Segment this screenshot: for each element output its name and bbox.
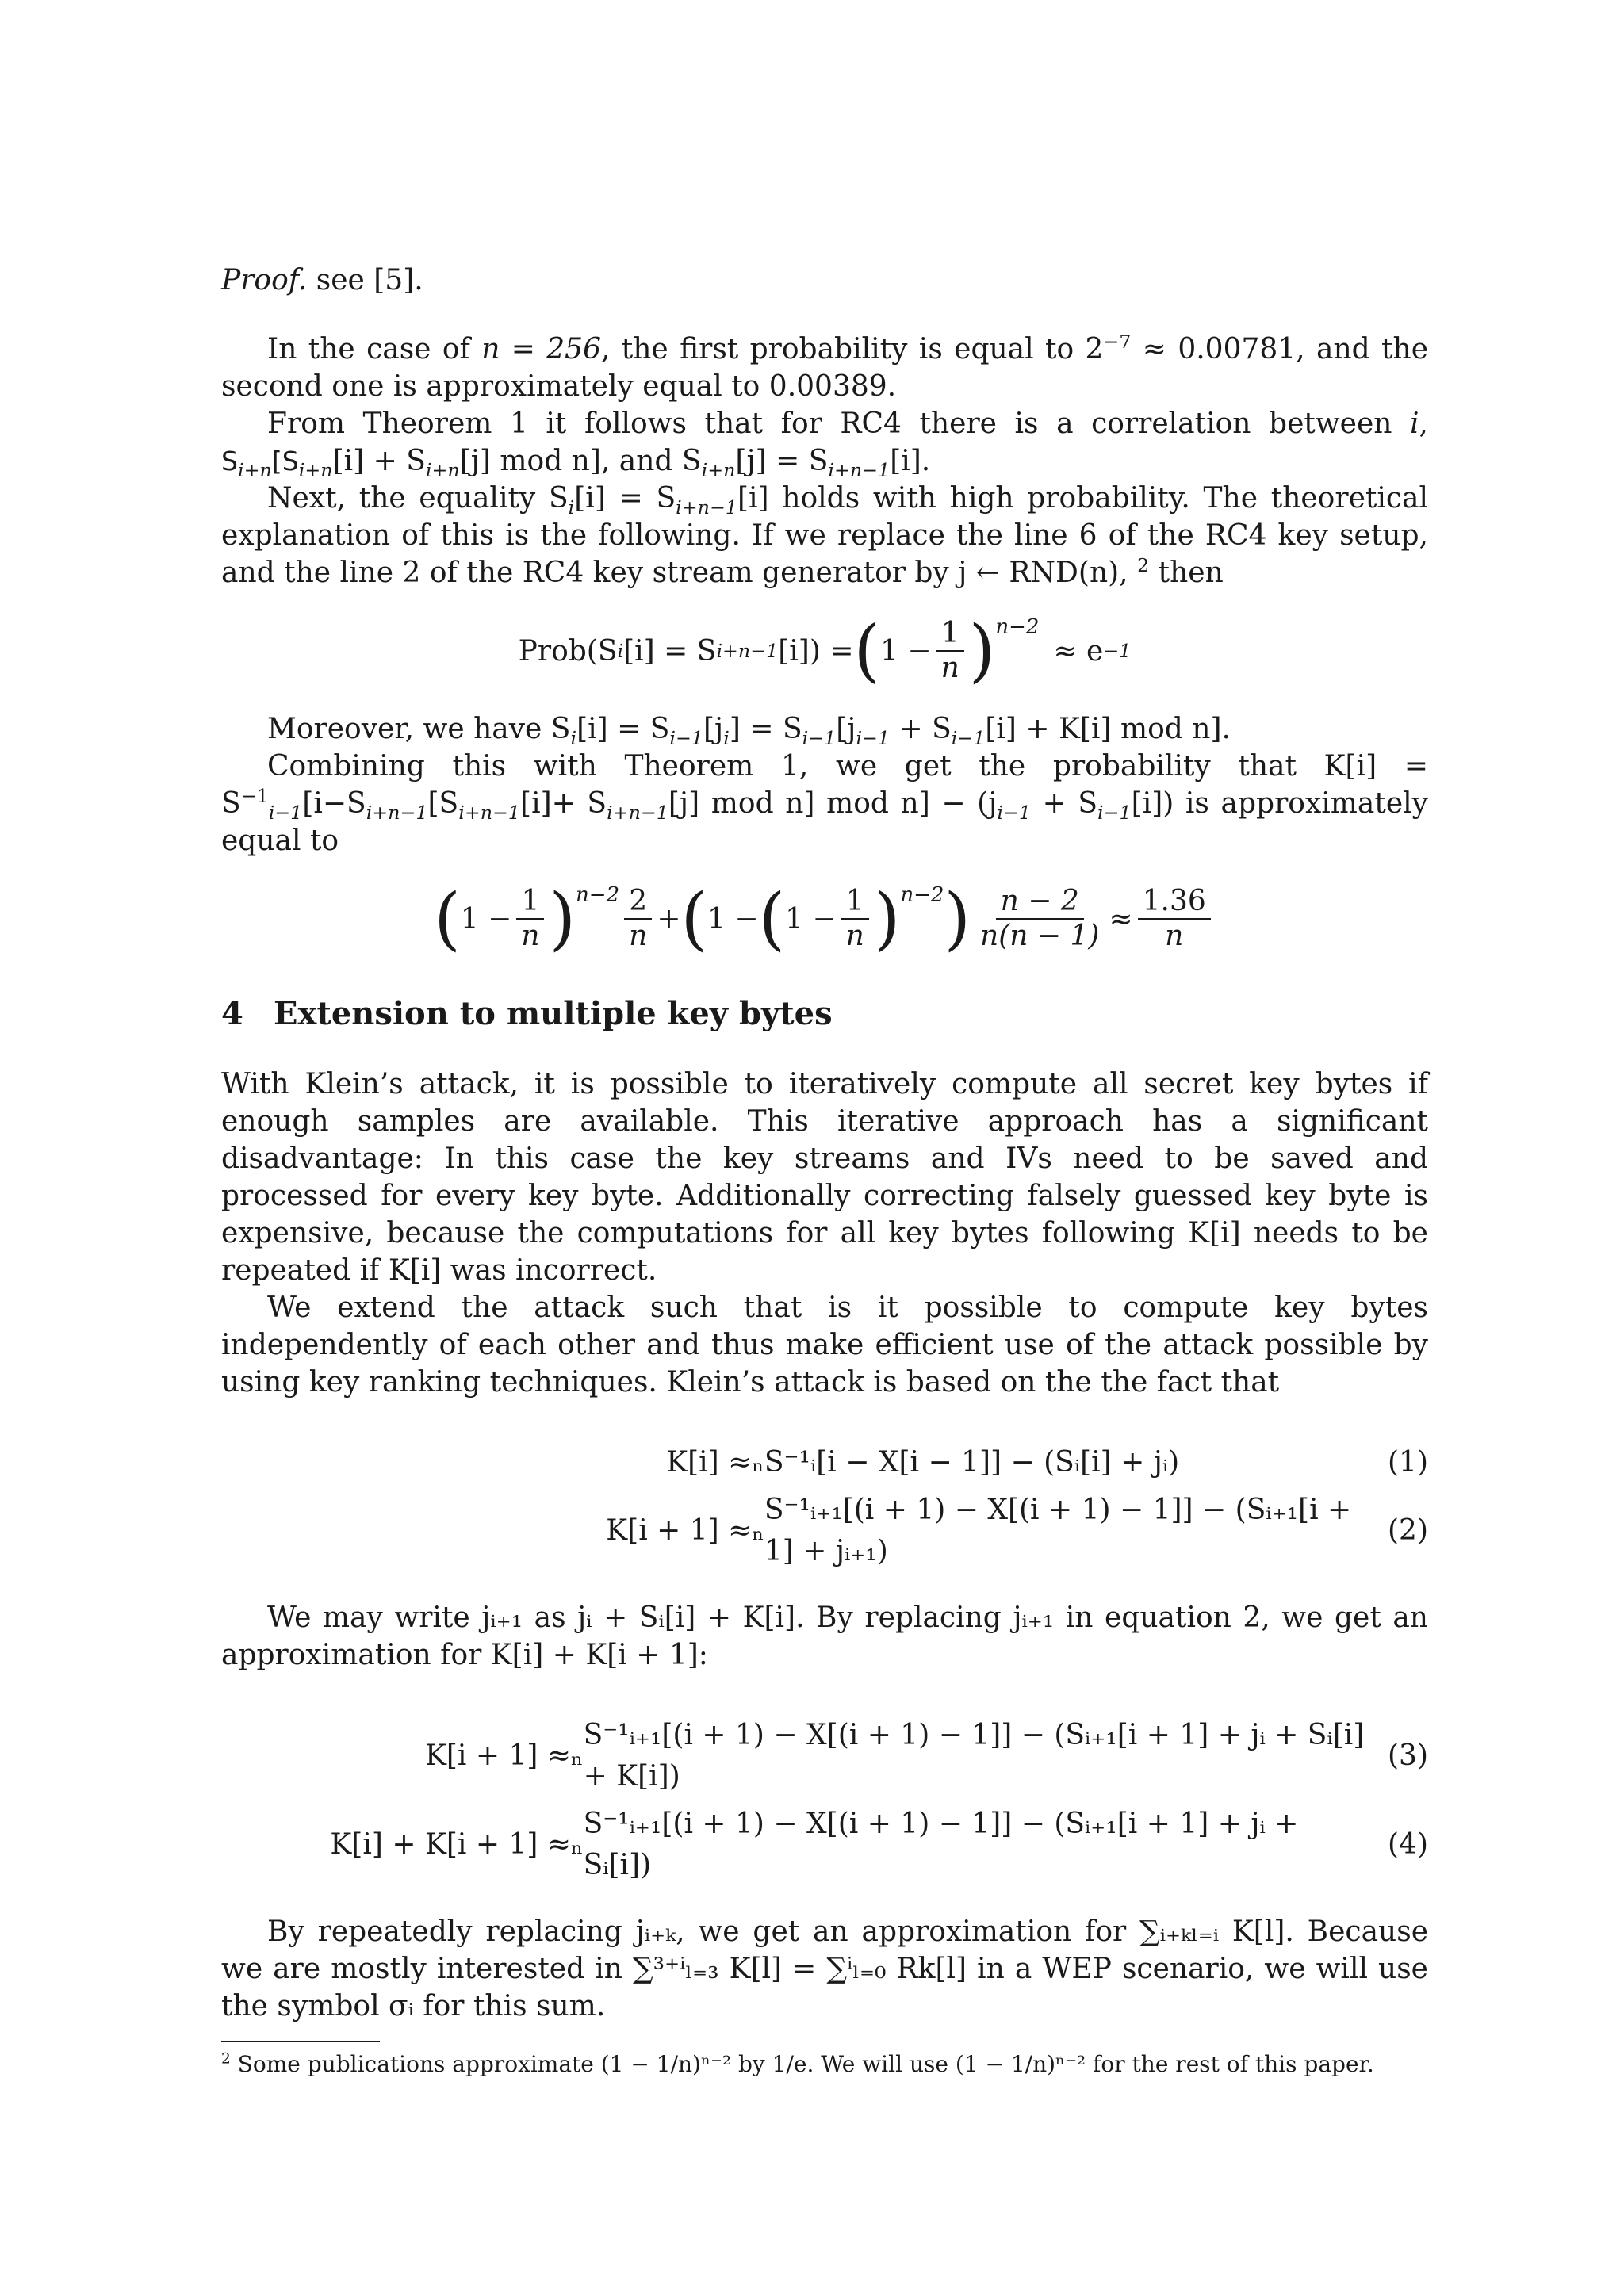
fraction (841, 885, 869, 953)
subscript: i−1 (802, 727, 837, 750)
subscript: i+n−1 (828, 459, 891, 482)
right-paren: ) (873, 879, 901, 959)
subscript: i−1 (997, 802, 1031, 825)
footnote-marker: 2 (1137, 554, 1150, 576)
math-run: [i−S (302, 787, 366, 820)
text-run: Combining this with Theorem 1, we get the probability that K[i] = S (221, 750, 1428, 820)
math-run: + S (1030, 787, 1098, 820)
paragraph-sum-sigma: By repeatedly replacing jᵢ₊ₖ, we get an approximation for ∑ᵢ₊ₖₗ₌ᵢ K[l]. Because we are mostly interested in ∑³⁺ⁱₗ₌₃ K[l] = ∑ⁱₗ₌₀ Rk[l] in a WEP scenario, we will use the symbol σᵢ for this sum. (221, 1915, 1428, 2022)
equation-lhs: K[i] ≈ₙ (666, 1446, 764, 1479)
left-paren: ( (853, 611, 881, 691)
text-run: [i]) is approximately equal to (221, 787, 1428, 857)
text-run: In the case of (267, 333, 482, 365)
denominator: n (629, 920, 648, 952)
exponent: n−2 (995, 614, 1040, 639)
footnote-text: Some publications approximate (1 − 1/n)ⁿ⁻² by 1/e. We will use (1 − 1/n)ⁿ⁻² for the rest of this paper. (237, 2051, 1374, 2077)
subscript: i+n (238, 459, 272, 482)
right-paren: ) (549, 879, 576, 959)
section-number: 4 (221, 995, 243, 1032)
math-run: [i]. (890, 445, 931, 477)
math-run: [i]) = (778, 634, 854, 668)
footnote-marker: 2 (221, 2050, 231, 2068)
denominator: n (1165, 920, 1184, 952)
math-run: ≈ e (1053, 634, 1104, 668)
denominator: n (845, 920, 864, 952)
paragraph-moreover (221, 710, 1428, 748)
subscript: i+n−1 (676, 496, 737, 519)
text-run: From Theorem 1 it follows that for RC4 there is a correlation between (267, 408, 1411, 440)
equation-rhs: S⁻¹ᵢ[i − X[i − 1]] − (Sᵢ[i] + jᵢ) (764, 1446, 1180, 1479)
paragraph-extend-attack: We extend the attack such that is it possible to compute key bytes independently of each other and thus make efficient use of the attack possible by using key ranking techniques. Klein’s attack is based on the the fact that (221, 1292, 1428, 1399)
footnote-rule (221, 2041, 380, 2042)
math-run: n = 256 (481, 333, 601, 365)
subscript: i (570, 727, 577, 750)
equation-number: (4) (1388, 1828, 1428, 1861)
numerator: 1 (516, 885, 544, 920)
equation-rhs: S⁻¹ᵢ₊₁[(i + 1) − X[(i + 1) − 1]] − (Sᵢ₊₁[i + 1] + jᵢ + Sᵢ[i] + K[i]) (583, 1719, 1365, 1793)
paragraph-probability (221, 331, 1428, 405)
math-run: [j] = S (735, 445, 829, 477)
right-paren: ) (944, 879, 971, 959)
text-run: , the first probability is equal to 2 (600, 333, 1104, 365)
subscript: i+n−1 (366, 802, 428, 825)
text-run: then (1149, 557, 1224, 589)
numerator: 1 (936, 617, 964, 652)
math-run: [j (836, 713, 856, 745)
page-body (221, 262, 1428, 2080)
subscript: i+n (298, 459, 333, 482)
math-run: i (1410, 408, 1419, 440)
subscript: i+n (701, 459, 736, 482)
paragraph-replace-j: We may write jᵢ₊₁ as jᵢ + Sᵢ[i] + K[i]. By replacing jᵢ₊₁ in equation 2, we get an approximation for K[i] + K[i + 1]: (221, 1601, 1428, 1671)
paragraph-klein-iterative: With Klein’s attack, it is possible to iteratively compute all secret key bytes if enough samples are available. This iterative approach has a significant disadvantage: In this case the key streams and IVs need to be saved and processed for every key byte. Additionally correcting falsely guessed key byte is expensive, because the computations for all key bytes following K[i] needs to be repeated if K[i] was incorrect. (221, 1068, 1428, 1287)
math-run: 1 − (460, 902, 512, 936)
left-paren: ( (758, 879, 786, 959)
math-run: [i] + S (332, 445, 426, 477)
equation-row (221, 1487, 1428, 1575)
paragraph-combining (221, 748, 1428, 859)
exponent: n−2 (576, 882, 620, 907)
denominator: n(n − 1) (980, 920, 1100, 952)
denominator: n (940, 652, 959, 684)
equation-lhs: K[i + 1] ≈ₙ (606, 1514, 764, 1547)
math-run: ] = S (729, 713, 802, 745)
math-run: Prob(S (518, 634, 618, 668)
proof-text: see [5]. (316, 264, 423, 297)
equation-rhs: S⁻¹ᵢ₊₁[(i + 1) − X[(i + 1) − 1]] − (Sᵢ₊₁[i + 1] + jᵢ₊₁) (764, 1494, 1352, 1567)
paragraph-theorem-correlation: From Theorem 1 it follows that for RC4 there is a correlation between i, $S_{i+n}[S_{i+n}[i] + S_{i+n}[j]$ mod n], and $S_{i+n}[j] = S_{i+n-1}[i]$. (221, 408, 1428, 482)
footnote (221, 2049, 1428, 2080)
math-run: [j (703, 713, 724, 745)
math-run: [j] mod n], and S (459, 445, 702, 477)
math-run: [j] mod n] mod n] − (j (668, 787, 998, 820)
text-run: Moreover, we have S (267, 713, 571, 745)
math-run: [i] = S (574, 482, 676, 515)
text-run: Next, the equality S (267, 482, 569, 515)
equation-lhs: K[i + 1] ≈ₙ (424, 1739, 584, 1772)
subscript: i+n−1 (607, 802, 668, 825)
numerator: n − 2 (996, 885, 1084, 920)
subscript: i−1 (1097, 802, 1132, 825)
subscript: i (568, 496, 575, 519)
math-run: 1 − (785, 902, 837, 936)
proof-line (221, 262, 1428, 299)
left-paren: ( (434, 879, 461, 959)
equation-block-2 (221, 1712, 1428, 1889)
subscript: i−1 (268, 802, 303, 825)
equation-lhs: K[i] + K[i + 1] ≈ₙ (330, 1828, 584, 1861)
left-paren: ( (680, 879, 708, 959)
subscript: i+n−1 (458, 802, 521, 825)
numerator: 2 (624, 885, 652, 920)
fraction (975, 885, 1104, 953)
math-run: [S (427, 787, 459, 820)
subscript: i−1 (856, 727, 891, 750)
math-run: [i] = S (576, 713, 670, 745)
fraction (1138, 885, 1211, 953)
subscript: i−1 (669, 727, 704, 750)
equation-block-1 (221, 1439, 1428, 1575)
math-run: ≈ (1109, 902, 1133, 936)
equation-combined (221, 879, 1428, 959)
subscript: i (723, 727, 730, 750)
equation-number: (3) (1388, 1739, 1428, 1772)
math-run: + (657, 902, 681, 936)
subscript: i−1 (951, 727, 986, 750)
superscript: −7 (1103, 331, 1132, 353)
equation-row (221, 1800, 1428, 1889)
proof-label: Proof. (221, 264, 308, 297)
numerator: 1.36 (1138, 885, 1211, 920)
paragraph-equality (221, 480, 1428, 591)
fraction (624, 885, 652, 953)
math-run: [i]+ S (520, 787, 607, 820)
math-run: S (221, 446, 239, 476)
equation-number: (1) (1388, 1446, 1428, 1479)
subscript: i+n (425, 459, 460, 482)
superscript: −1 (240, 785, 269, 807)
equation-rhs: S⁻¹ᵢ₊₁[(i + 1) − X[(i + 1) − 1]] − (Sᵢ₊₁[i + 1] + jᵢ + Sᵢ[i]) (583, 1808, 1299, 1881)
equation-row (221, 1439, 1428, 1487)
denominator: n (521, 920, 540, 952)
exponent: n−2 (900, 882, 944, 907)
fraction (516, 885, 544, 953)
right-paren: ) (968, 611, 996, 691)
math-run: [i] + K[i] mod n]. (985, 713, 1231, 745)
math-run: 1 − (707, 902, 759, 936)
fraction (936, 617, 964, 685)
math-run: + S (890, 713, 952, 745)
section-heading (221, 994, 1428, 1034)
numerator: 1 (841, 885, 869, 920)
equation-probability: Prob(S i [i] = S i+n−1 [i]) = ( 1 − $\frac{1}{n}$ ) n−2 ≈ e −1 (221, 617, 1428, 685)
text-run: [i] holds with high probability. The theoretical explanation of this is the following. If we replace the line 6 of the RC4 key setup, and the line 2 of the RC4 key stream generator by j ← RND(n), (221, 482, 1428, 589)
equation-number: (2) (1388, 1514, 1428, 1547)
math-run: 1 − (880, 634, 932, 668)
math-run: [i] = S (623, 634, 717, 668)
equation-row (221, 1712, 1428, 1800)
text-run: ≈ 0.00781, and the second one is approximately equal to 0.00389. (221, 333, 1428, 403)
math-run: [S (271, 446, 299, 476)
section-title: Extension to multiple key bytes (274, 995, 833, 1032)
